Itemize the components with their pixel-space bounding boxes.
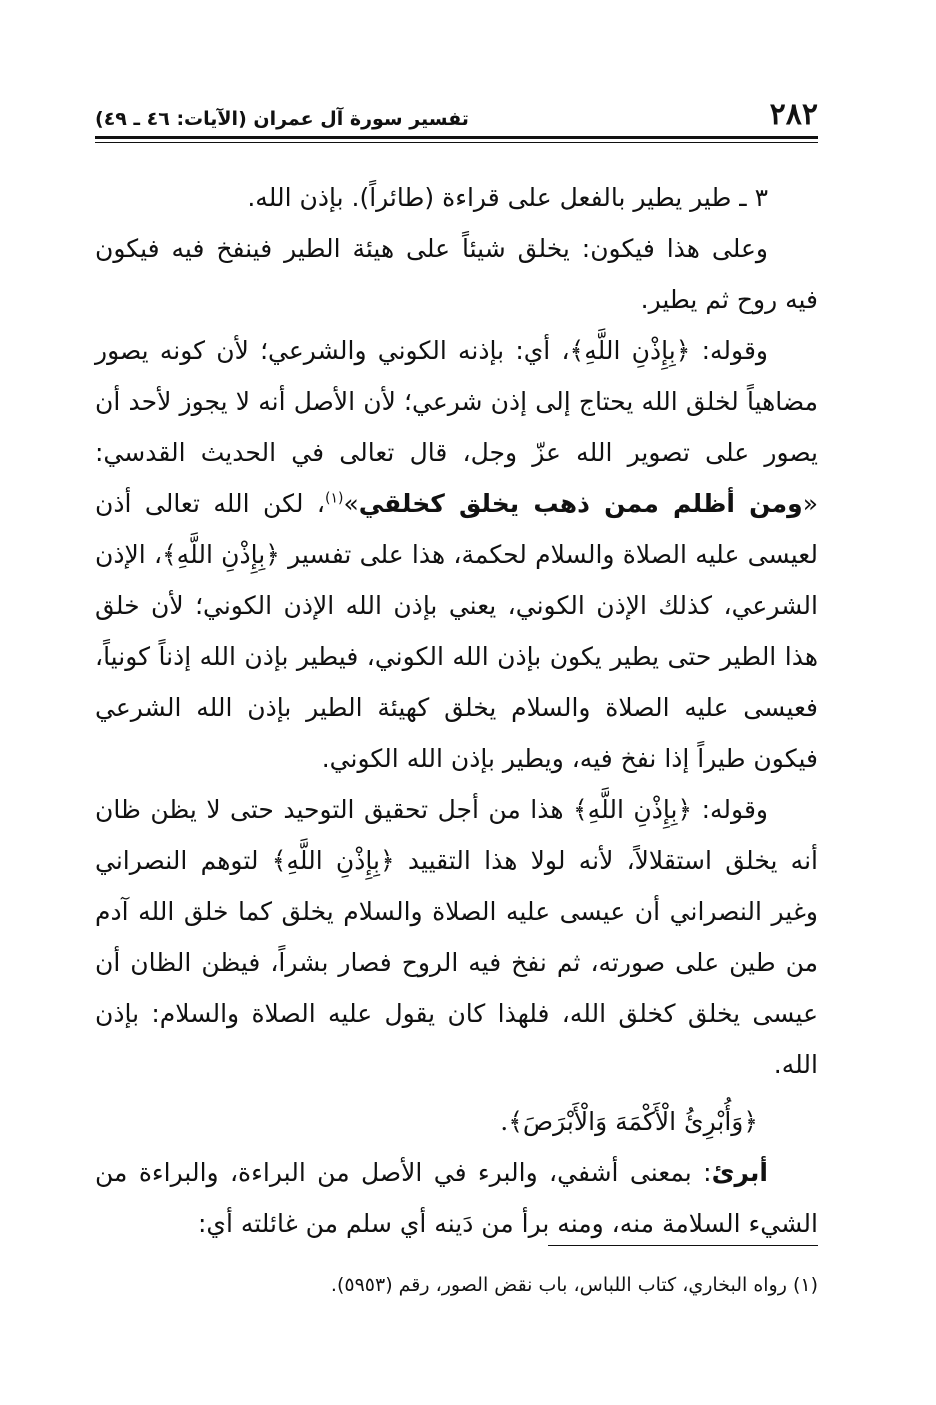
paragraph-2: وعلى هذا فيكون: يخلق شيئاً على هيئة الطير فينفخ فيه فيكون فيه روح ثم يطير. [95, 234, 818, 314]
quran-citation: ﴿بِإِذْنِ اللَّهِ﴾ [573, 795, 693, 824]
text-run: هذا من أجل تحقيق التوحيد حتى لا يظن ظان أنه يخلق استقلالاً، لأنه لولا هذا التقييد [95, 795, 818, 875]
text-run: ، أي: بإذنه الكوني والشرعي؛ لأن كونه يصور مضاهياً لخلق الله يحتاج إلى إذن شرعي؛ لأن الأصل أنه لا يجوز لأحد أن يصور على تصوير الله عزّ وجل، قال تعالى في الحديث القدسي: « [95, 336, 818, 518]
text-run: : بمعنى أشفي، والبرء في الأصل من البراءة، والبراءة من الشيء السلامة منه، ومنه برأ من دَينه أي سلم من غائلته أي: [95, 1158, 818, 1238]
footnote-reference[interactable]: (١) [325, 490, 344, 507]
text-run: وقوله: [690, 336, 768, 365]
quran-citation: ﴿بِإِذْنِ اللَّهِ﴾ [569, 336, 691, 365]
verse-heading: ﴿وَأُبْرِئُ الْأَكْمَهَ وَالْأَبْرَصَ﴾. [500, 1107, 758, 1136]
header-rule-thick [95, 136, 818, 139]
paragraph-5 [95, 1147, 818, 1249]
hadith-quote: ومن أظلم ممن ذهب يخلق كخلقي [358, 489, 803, 518]
defined-term: أبرئ [711, 1158, 768, 1187]
quran-citation: ﴿بِإِذْنِ اللَّهِ﴾ [271, 846, 395, 875]
page-header [95, 96, 818, 130]
text-run: لتوهم النصراني وغير النصراني أن عيسى عليه الصلاة والسلام يخلق كما خلق الله آدم من طين على صورته، ثم نفخ فيه الروح فصار بشراً، فيظن الظان أن عيسى يخلق كخلق الله، فلهذا كان يقول عليه الصلاة والسلام: بإذن الله. [95, 846, 818, 1079]
footnote: (١) رواه البخاري، كتاب اللباس، باب نقض الصور، رقم (٥٩٥٣). [330, 1274, 818, 1296]
paragraph-3 [95, 325, 818, 784]
paragraph-1: ٣ ـ طير يطير بالفعل على قراءة (طائراً). بإذن الله. [247, 183, 768, 212]
quran-citation: ﴿بِإِذْنِ اللَّهِ﴾ [162, 540, 280, 569]
footnote-separator [548, 1245, 818, 1246]
text-run: ، الإذن الشرعي، كذلك الإذن الكوني، يعني بإذن الله الإذن الكوني؛ لأن خلق هذا الطير حتى يطير يكون بإذن الله الكوني، فيطير بإذن الله إذناً كونياً، فعيسى عليه الصلاة والسلام يخلق كهيئة الطير بإذن الله الشرعي فيكون طيراً إذا نفخ فيه، ويطير بإذن الله الكوني. [95, 540, 818, 773]
text-run: وقوله: [692, 795, 768, 824]
running-title: تفسير سورة آل عمران (الآيات: ٤٦ ـ ٤٩) [95, 108, 469, 130]
page-number: ٢٨٢ [769, 97, 818, 132]
text-run: ، لكن الله تعالى أذن لعيسى عليه الصلاة والسلام لحكمة، هذا على تفسير [95, 489, 818, 569]
quote-close: » [343, 489, 359, 518]
paragraph-4 [95, 784, 818, 1090]
header-rule-thin [95, 142, 818, 143]
main-text [95, 172, 818, 1249]
